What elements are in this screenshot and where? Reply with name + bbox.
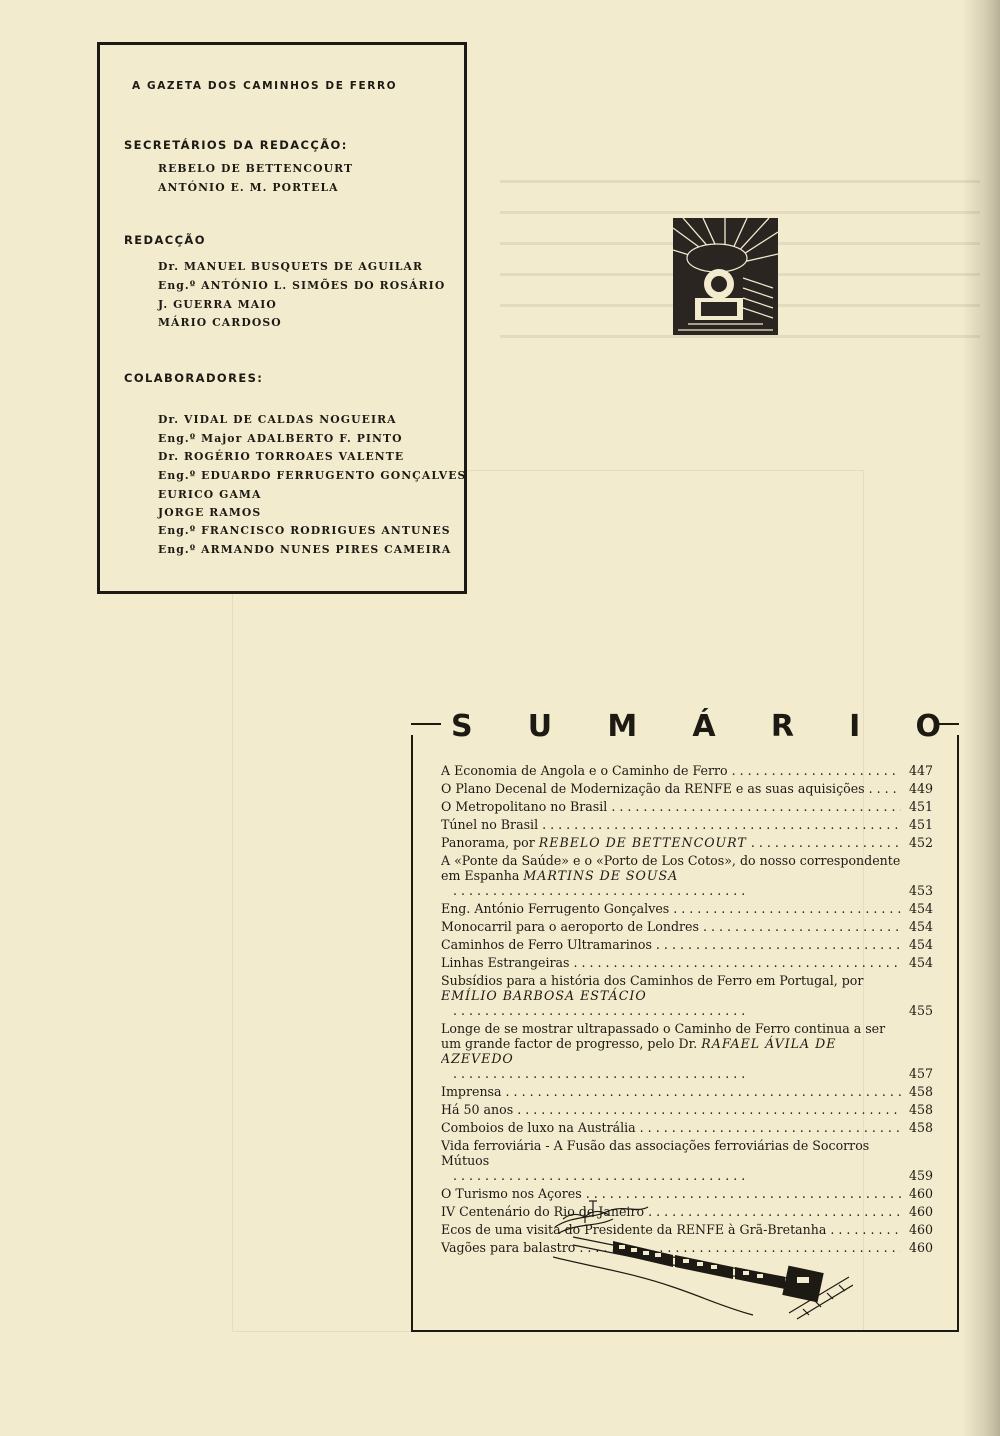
toc-page-number: 449 xyxy=(908,781,933,796)
toc-entry xyxy=(441,973,933,1018)
toc-entry-author: EMÍLIO BARBOSA ESTÁCIO xyxy=(441,988,647,1003)
toc-page-number: 455 xyxy=(908,1003,933,1018)
contributor-name: Eng.º ARMANDO NUNES PIRES CAMEIRA xyxy=(158,543,452,556)
toc-page-number: 458 xyxy=(908,1102,933,1117)
toc-page-number: 458 xyxy=(908,1120,933,1135)
toc-entry-title xyxy=(441,901,901,916)
toc-entry-title xyxy=(441,781,901,796)
toc-entry-title xyxy=(441,1120,901,1135)
toc-entry-text: Panorama, por xyxy=(441,835,539,850)
toc-entry-title xyxy=(441,1102,901,1117)
contributor-name: Dr. VIDAL DE CALDAS NOGUEIRA xyxy=(158,413,397,426)
toc-entry xyxy=(441,937,933,952)
toc-page-number: 460 xyxy=(908,1204,933,1219)
toc-entry-text: Caminhos de Ferro Ultramarinos xyxy=(441,937,652,952)
title-letter: M xyxy=(607,709,638,744)
toc-entry-title xyxy=(441,1084,901,1099)
toc-page-number: 447 xyxy=(908,763,933,778)
editorial-name: MÁRIO CARDOSO xyxy=(158,316,282,329)
toc-entry xyxy=(441,799,933,814)
toc-entry-author: MARTINS DE SOUSA xyxy=(523,868,679,883)
editorial-name: Dr. MANUEL BUSQUETS DE AGUILAR xyxy=(158,260,424,273)
toc-entry-title xyxy=(441,919,901,934)
toc-page-number: 459 xyxy=(908,1168,933,1183)
toc-entry-text: Longe de se mostrar ultrapassado o Caminho de Ferro continua a ser um grande factor de progresso, pelo Dr. xyxy=(441,1021,886,1051)
toc-entry-text: Há 50 anos xyxy=(441,1102,514,1117)
toc-dot-leader xyxy=(441,1168,901,1183)
toc-entry-text: Monocarril para o aeroporto de Londres xyxy=(441,919,699,934)
toc-entry-text: Comboios de luxo na Austrália xyxy=(441,1120,636,1135)
train-illustration-icon xyxy=(553,1197,853,1322)
toc-entry-title xyxy=(441,973,901,1018)
toc-page-number: 454 xyxy=(908,955,933,970)
table-of-contents xyxy=(441,763,933,1258)
title-letter: S xyxy=(451,709,473,744)
secretaries-heading: SECRETÁRIOS DA REDACÇÃO: xyxy=(124,138,348,152)
toc-entry-title xyxy=(441,835,901,850)
summary-header xyxy=(411,709,959,749)
toc-entry xyxy=(441,955,933,970)
contributors-heading: COLABORADORES: xyxy=(124,371,264,385)
secretary-name: ANTÓNIO E. M. PORTELA xyxy=(158,181,339,194)
toc-page-number: 451 xyxy=(908,799,933,814)
toc-entry xyxy=(441,781,933,796)
toc-entry xyxy=(441,1120,933,1135)
toc-entry xyxy=(441,835,933,850)
editorial-name: J. GUERRA MAIO xyxy=(158,298,277,311)
contributor-name: Eng.º FRANCISCO RODRIGUES ANTUNES xyxy=(158,524,451,537)
toc-entry-text: Vida ferroviária - A Fusão das associações ferroviárias de Socorros Mútuos xyxy=(441,1138,870,1168)
page-edge-shadow xyxy=(962,0,1000,1436)
title-letter: Á xyxy=(692,709,716,744)
toc-entry-text: A «Ponte da Saúde» e o «Porto de Los Cotos», do nosso correspondente em Espanha xyxy=(441,853,901,883)
toc-entry xyxy=(441,1021,933,1081)
title-letter: O xyxy=(915,709,941,744)
toc-dot-leader xyxy=(441,1066,901,1081)
toc-entry xyxy=(441,919,933,934)
contributor-name: EURICO GAMA xyxy=(158,488,262,501)
toc-page-number: 452 xyxy=(908,835,933,850)
locomotive-woodcut-icon xyxy=(673,218,778,335)
toc-entry-title xyxy=(441,937,901,952)
toc-dot-leader xyxy=(441,883,901,898)
toc-entry-text: A Economia de Angola e o Caminho de Ferro xyxy=(441,763,728,778)
toc-entry xyxy=(441,901,933,916)
toc-page-number: 458 xyxy=(908,1084,933,1099)
staff-box xyxy=(97,42,467,594)
title-letter: R xyxy=(770,709,794,744)
toc-page-number: 454 xyxy=(908,901,933,916)
header-rule-left xyxy=(411,723,441,725)
contributor-name: Eng.º EDUARDO FERRUGENTO GONÇALVES xyxy=(158,469,467,482)
toc-entry xyxy=(441,763,933,778)
toc-entry-title xyxy=(441,1021,901,1081)
toc-entry-title xyxy=(441,853,901,898)
toc-page-number: 460 xyxy=(908,1222,933,1237)
toc-entry-author: REBELO DE BETTENCOURT xyxy=(538,835,747,850)
toc-entry-title xyxy=(441,1138,901,1183)
toc-page-number: 460 xyxy=(908,1240,933,1255)
toc-entry-text: Subsídios para a história dos Caminhos de Ferro em Portugal, por xyxy=(441,973,864,988)
editorial-heading: REDACÇÃO xyxy=(124,233,206,247)
toc-entry-text: Imprensa xyxy=(441,1084,502,1099)
toc-page-number: 454 xyxy=(908,919,933,934)
toc-entry xyxy=(441,817,933,832)
toc-page-number: 451 xyxy=(908,817,933,832)
title-letter: I xyxy=(849,709,861,744)
toc-entry xyxy=(441,1102,933,1117)
toc-page-number: 454 xyxy=(908,937,933,952)
toc-entry-title xyxy=(441,955,901,970)
toc-entry-title xyxy=(441,799,901,814)
staff-title: A GAZETA DOS CAMINHOS DE FERRO xyxy=(132,80,398,92)
toc-entry-title xyxy=(441,763,901,778)
toc-entry-title xyxy=(441,817,901,832)
toc-entry-text: Vagões para balastro xyxy=(441,1240,576,1255)
summary-box xyxy=(411,709,959,1332)
toc-entry xyxy=(441,853,933,898)
summary-title xyxy=(451,709,941,744)
toc-entry-text: Eng. António Ferrugento Gonçalves xyxy=(441,901,670,916)
toc-entry-text: O Plano Decenal de Modernização da RENFE e as suas aquisições xyxy=(441,781,865,796)
toc-page-number: 457 xyxy=(908,1066,933,1081)
toc-entry-author: RAFAEL ÁVILA DE AZEVEDO xyxy=(441,1036,837,1066)
toc-entry xyxy=(441,1138,933,1183)
contributor-name: JORGE RAMOS xyxy=(158,506,262,519)
toc-entry-text: IV Centenário do Rio de Janeiro xyxy=(441,1204,645,1219)
editorial-name: Eng.º ANTÓNIO L. SIMÕES DO ROSÁRIO xyxy=(158,279,446,292)
toc-entry-text: Ecos de uma visita do Presidente da RENFE à Grã-Bretanha xyxy=(441,1222,827,1237)
contributor-name: Dr. ROGÉRIO TORROAES VALENTE xyxy=(158,450,405,463)
toc-entry-text: Túnel no Brasil xyxy=(441,817,539,832)
toc-entry-text: O Metropolitano no Brasil xyxy=(441,799,608,814)
toc-dot-leader xyxy=(441,1003,901,1018)
toc-page-number: 453 xyxy=(908,883,933,898)
toc-page-number: 460 xyxy=(908,1186,933,1201)
toc-entry-text: O Turismo nos Açores xyxy=(441,1186,582,1201)
contributor-name: Eng.º Major ADALBERTO F. PINTO xyxy=(158,432,403,445)
toc-entry xyxy=(441,1084,933,1099)
secretary-name: REBELO DE BETTENCOURT xyxy=(158,162,354,175)
title-letter: U xyxy=(527,709,553,744)
toc-entry-text: Linhas Estrangeiras xyxy=(441,955,570,970)
